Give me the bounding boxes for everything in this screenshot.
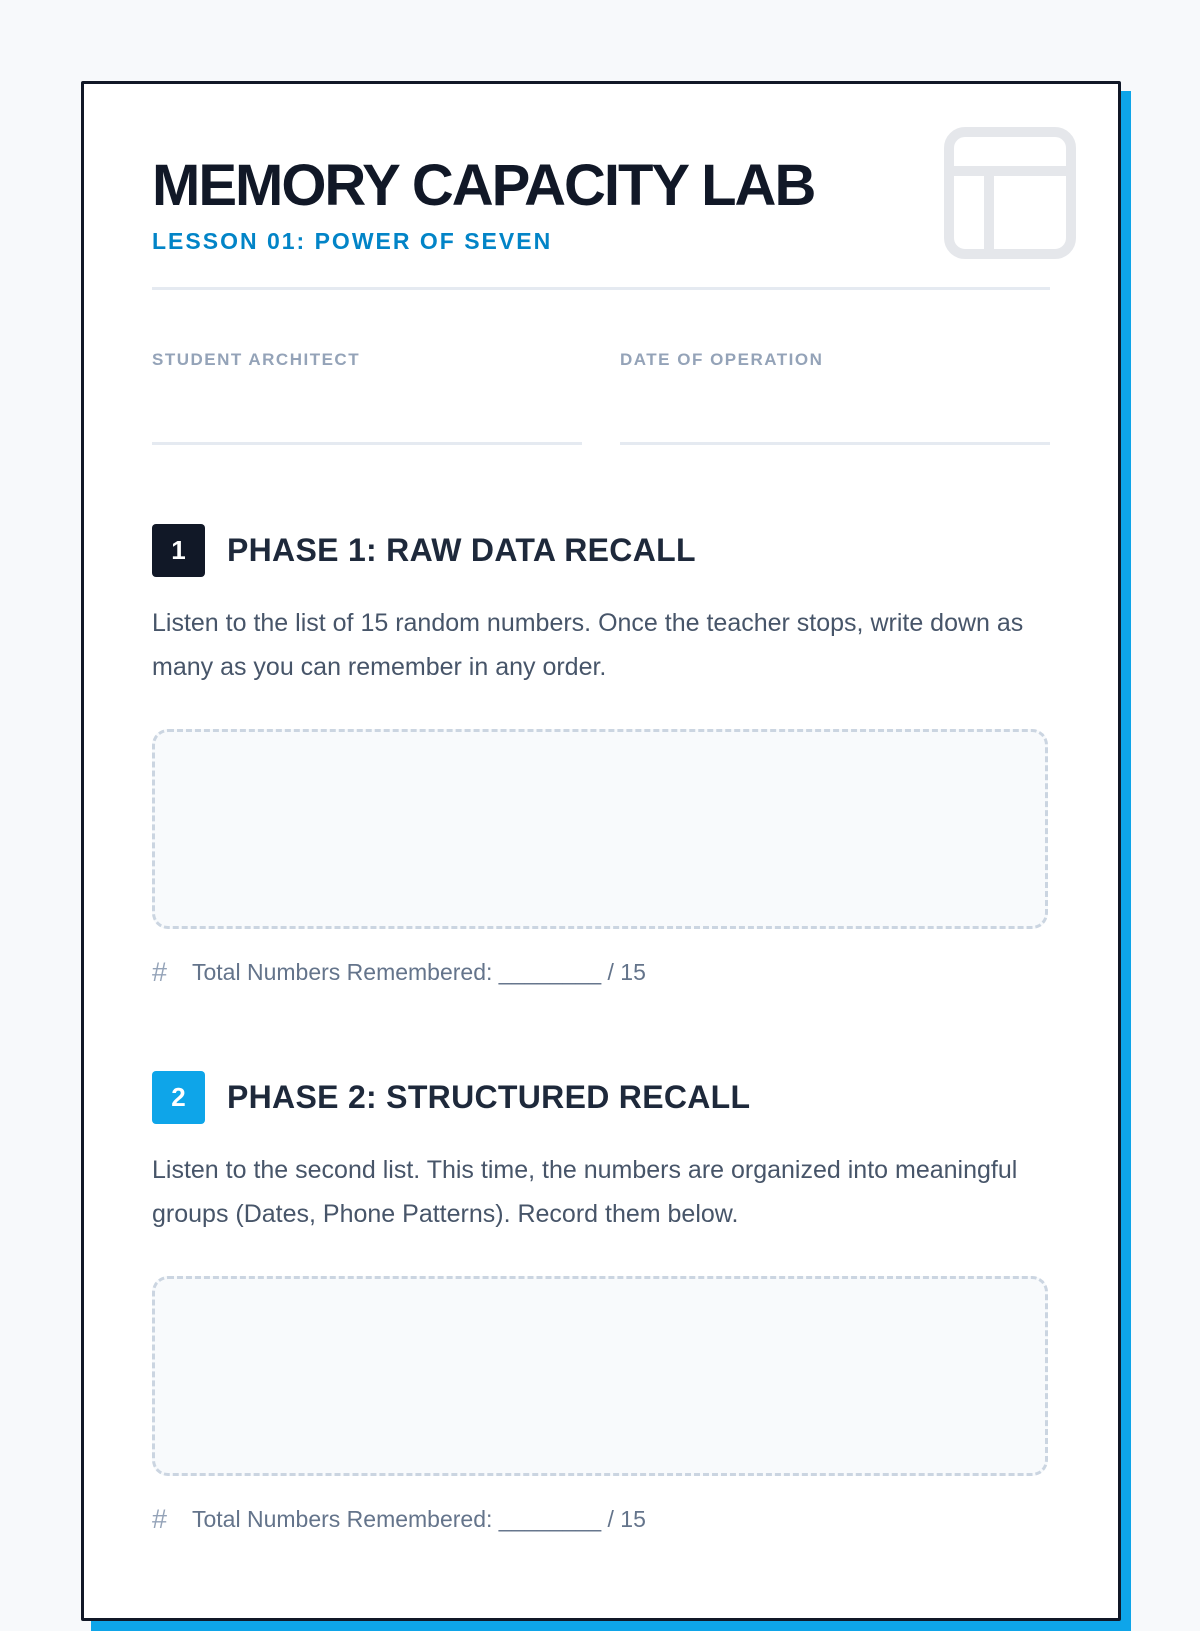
phase-2-score-text: Total Numbers Remembered: ________ / 15 [192,1506,646,1532]
student-name-line[interactable] [152,442,582,445]
hash-icon: # [152,1504,168,1534]
phase-1-answer-box[interactable] [152,729,1048,929]
phase-1-number-badge: 1 [152,524,205,577]
worksheet-title: MEMORY CAPACITY LAB [152,153,815,218]
header-divider [152,287,1050,290]
phase-1-score-text: Total Numbers Remembered: ________ / 15 [192,959,646,985]
student-name-field[interactable] [152,350,582,370]
date-field[interactable] [620,350,1050,370]
worksheet-card [81,81,1121,1621]
date-label: DATE OF OPERATION [620,350,824,369]
phase-2-section [152,1070,1052,1535]
phase-2-title: PHASE 2: STRUCTURED RECALL [227,1078,751,1115]
lesson-subtitle: LESSON 01: POWER OF SEVEN [152,228,553,254]
phase-1-description: Listen to the list of 15 random numbers. Once the teacher stops, write down as many as you can remember in any order. [152,609,1024,681]
phase-1-header [152,523,1052,577]
phase-2-number-badge: 2 [152,1071,205,1124]
phase-1-title: PHASE 1: RAW DATA RECALL [227,531,696,568]
phase-2-answer-box[interactable] [152,1276,1048,1476]
phase-1-section [152,523,1052,988]
phase-2-header [152,1070,1052,1124]
date-line[interactable] [620,442,1050,445]
hash-icon: # [152,957,168,987]
phase-1-score [152,957,1052,988]
worksheet-header [152,153,1052,255]
phase-2-description: Listen to the second list. This time, the numbers are organized into meaningful groups (Dates, Phone Patterns). Record them below. [152,1156,1018,1228]
layout-icon [944,127,1076,259]
student-name-label: STUDENT ARCHITECT [152,350,361,369]
phase-2-score [152,1504,1052,1535]
